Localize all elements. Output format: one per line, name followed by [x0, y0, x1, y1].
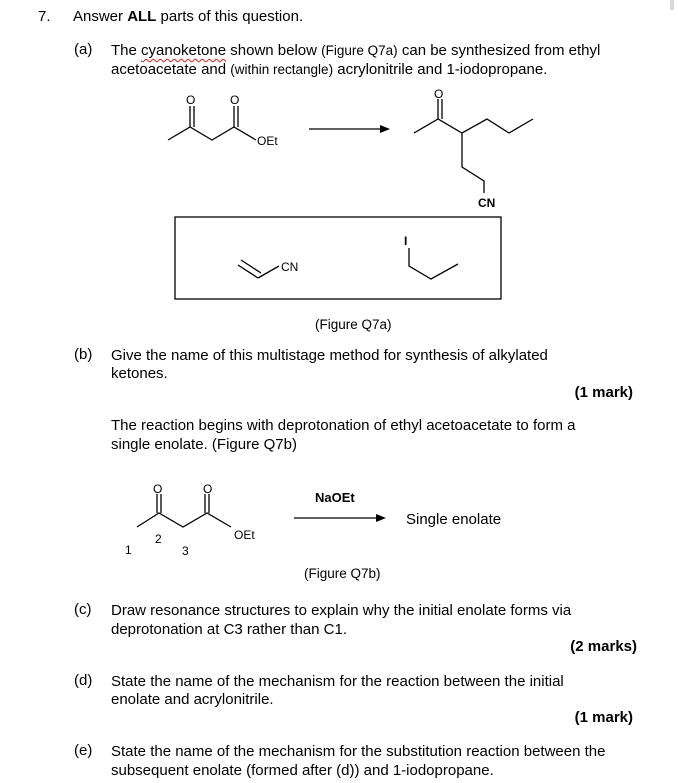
figure-q7b-caption: (Figure Q7b)	[304, 566, 381, 581]
product-backbone	[414, 119, 533, 133]
question-number: 7.	[38, 8, 51, 25]
part-a-label: (a)	[74, 41, 93, 58]
product-side-chain	[462, 133, 484, 193]
part-b-para-line1: The reaction begins with deprotonation of ethyl acetoacetate to form a	[111, 417, 576, 434]
part-a-line2: acetoacetate and (within rectangle) acrylonitrile and 1-iodopropane.	[111, 61, 548, 78]
eaa-oxygen-1: O	[186, 93, 196, 107]
part-b-para-line2: single enolate. (Figure Q7b)	[111, 436, 297, 453]
figure-q7a-scheme	[0, 0, 678, 320]
part-c-line1: Draw resonance structures to explain why the initial enolate forms via	[111, 602, 572, 619]
part-b-line2: ketones.	[111, 365, 168, 382]
eaa-b-oxygen-2: O	[203, 482, 213, 496]
figure-q7a-caption: (Figure Q7a)	[315, 317, 392, 332]
part-c-marks: (2 marks)	[570, 638, 637, 655]
eaa-oxygen-2: O	[230, 93, 240, 107]
part-d-line2: enolate and acrylonitrile.	[111, 691, 274, 708]
question-instruction: Answer ALL parts of this question.	[73, 8, 304, 25]
part-e-label: (e)	[74, 742, 93, 759]
part-e-line1: State the name of the mechanism for the substitution reaction between the	[111, 743, 606, 760]
reagents-box	[175, 217, 501, 299]
iodopropane-chain	[409, 248, 458, 279]
part-a-line1: The cyanoketone shown below (Figure Q7a) can be synthesized from ethyl	[111, 42, 601, 59]
carbon-1-label: 1	[125, 543, 132, 557]
figure-q7b-scheme	[0, 470, 678, 570]
eaa-ester-label: OEt	[257, 134, 278, 148]
eaa-b-backbone	[137, 513, 231, 527]
part-c-line2: deprotonation at C3 rather than C1.	[111, 621, 347, 638]
part-d-label: (d)	[74, 672, 93, 689]
part-e-line2: subsequent enolate (formed after (d)) and 1-iodopropane.	[111, 762, 494, 779]
part-b-label: (b)	[74, 346, 93, 363]
eaa-b-oxygen-1: O	[153, 482, 163, 496]
part-d-line1: State the name of the mechanism for the reaction between the initial	[111, 673, 564, 690]
product-nitrile: CN	[478, 196, 496, 210]
carbon-2-label: 2	[155, 532, 162, 546]
part-c-label: (c)	[74, 601, 92, 618]
single-enolate-label: Single enolate	[406, 511, 502, 528]
eaa-b-ester-label: OEt	[234, 528, 255, 542]
product-oxygen: O	[434, 87, 444, 101]
carbon-3-label: 3	[182, 544, 189, 558]
part-d-marks: (1 mark)	[574, 709, 633, 726]
part-b-line1: Give the name of this multistage method for synthesis of alkylated	[111, 347, 548, 364]
reagent-naoet: NaOEt	[315, 490, 355, 505]
acrylonitrile-cn: CN	[281, 260, 299, 274]
cyanoketone-term: cyanoketone	[141, 42, 227, 59]
part-b-marks: (1 mark)	[574, 384, 633, 401]
eaa-backbone	[168, 127, 256, 140]
iodine-label: I	[404, 234, 408, 248]
